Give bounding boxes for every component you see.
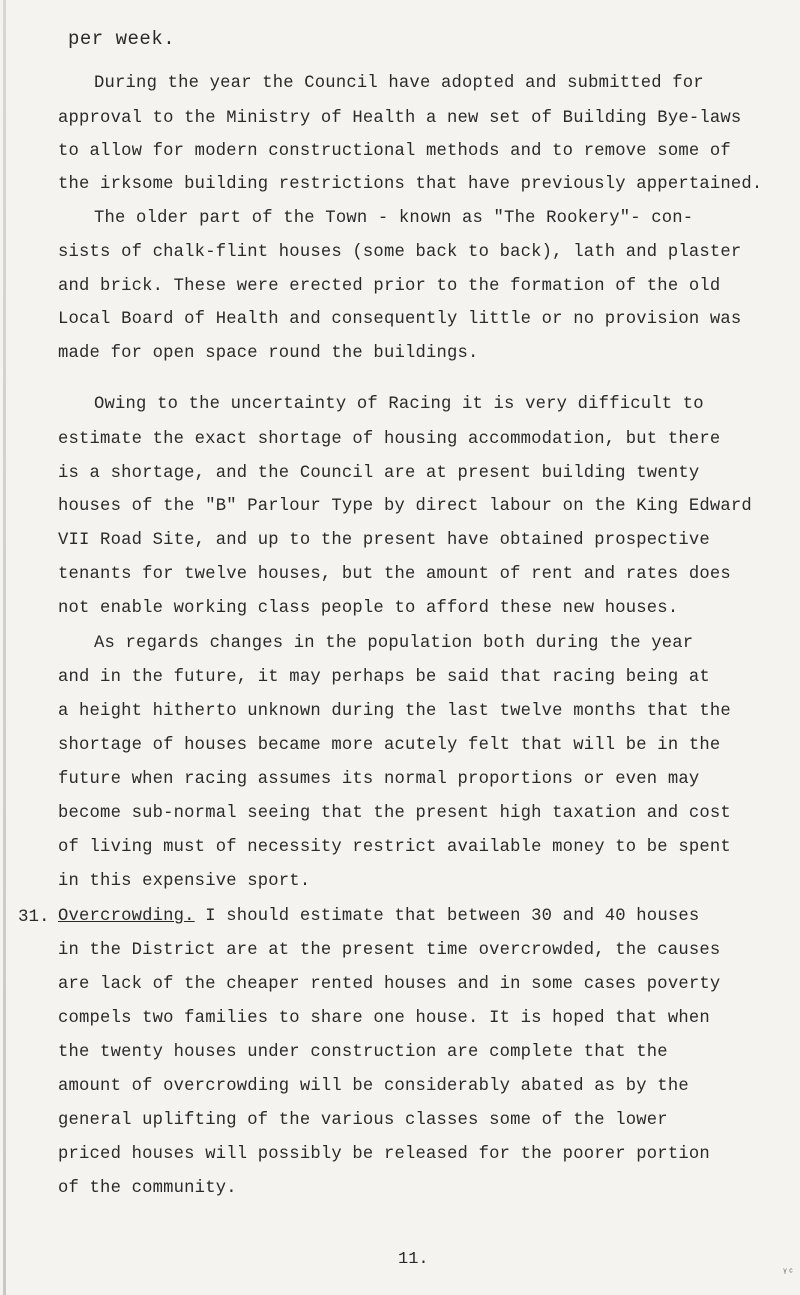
body-line: VII Road Site, and up to the present have obtained prospective <box>58 531 710 550</box>
body-line: general uplifting of the various classes some of the lower <box>58 1111 668 1130</box>
body-line: estimate the exact shortage of housing accommodation, but there <box>58 430 721 449</box>
body-line: Local Board of Health and consequently little or no provision was <box>58 310 742 329</box>
body-line: I should estimate that between 30 and 40 houses <box>205 907 700 926</box>
body-line: During the year the Council have adopted and submitted for <box>94 74 704 93</box>
body-line: Owing to the uncertainty of Racing it is very difficult to <box>94 395 704 414</box>
body-line: is a shortage, and the Council are at present building twenty <box>58 464 700 483</box>
body-line: the twenty houses under construction are complete that the <box>58 1043 668 1062</box>
section-heading: Overcrowding. <box>58 907 195 926</box>
body-line: made for open space round the buildings. <box>58 344 479 363</box>
body-line: The older part of the Town - known as "The Rookery"- con- <box>94 209 694 228</box>
body-line: the irksome building restrictions that have previously appertained. <box>58 175 763 194</box>
body-line: tenants for twelve houses, but the amount of rent and rates does <box>58 565 731 584</box>
body-line: As regards changes in the population both during the year <box>94 634 694 653</box>
paragraph-number: 31. <box>18 907 50 927</box>
body-line: amount of overcrowding will be considerably abated as by the <box>58 1077 689 1096</box>
body-line: a height hitherto unknown during the last twelve months that the <box>58 702 731 721</box>
body-line: shortage of houses became more acutely felt that will be in the <box>58 736 721 755</box>
body-line: future when racing assumes its normal proportions or even may <box>58 770 700 789</box>
body-line: and brick. These were erected prior to the formation of the old <box>58 277 721 296</box>
page-number: 11. <box>398 1250 429 1269</box>
body-line: and in the future, it may perhaps be said that racing being at <box>58 668 710 687</box>
body-line: sists of chalk-flint houses (some back to back), lath and plaster <box>58 243 742 262</box>
corner-mark: ᵞᶜ <box>781 1268 794 1279</box>
body-line: to allow for modern constructional methods and to remove some of <box>58 142 731 161</box>
body-line: of living must of necessity restrict available money to be spent <box>58 838 731 857</box>
body-line: approval to the Ministry of Health a new set of Building Bye-laws <box>58 109 742 128</box>
body-line: priced houses will possibly be released for the poorer portion <box>58 1145 710 1164</box>
continuation-text: per week. <box>68 28 176 50</box>
body-line: in this expensive sport. <box>58 872 311 891</box>
section-heading-line <box>58 907 699 926</box>
page-edge-shadow <box>3 0 6 1295</box>
body-line: houses of the "B" Parlour Type by direct labour on the King Edward <box>58 497 752 516</box>
body-line: compels two families to share one house. It is hoped that when <box>58 1009 710 1028</box>
body-line: not enable working class people to afford these new houses. <box>58 599 679 618</box>
body-line: become sub-normal seeing that the present high taxation and cost <box>58 804 731 823</box>
body-line: of the community. <box>58 1179 237 1198</box>
body-line: in the District are at the present time overcrowded, the causes <box>58 941 721 960</box>
body-line: are lack of the cheaper rented houses and in some cases poverty <box>58 975 721 994</box>
